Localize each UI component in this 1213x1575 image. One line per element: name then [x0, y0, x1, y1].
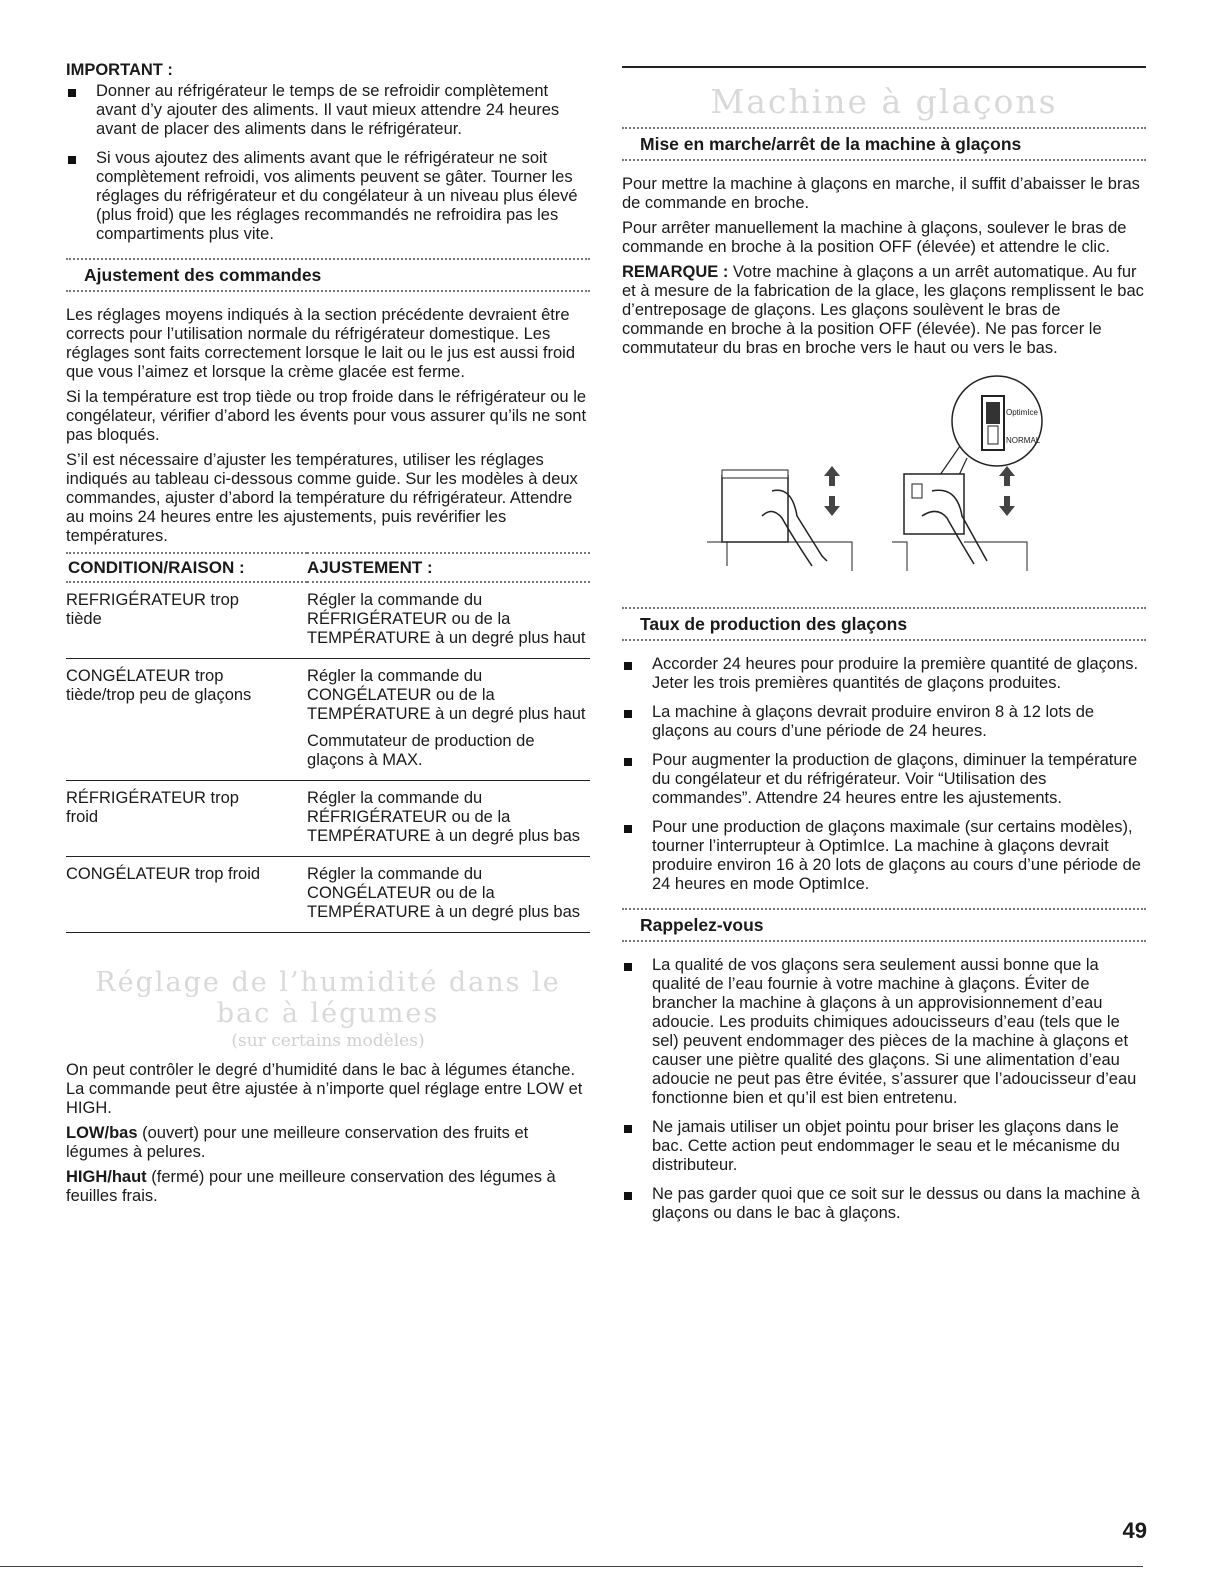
- table-cell-adjustment: [307, 659, 590, 781]
- list-item: Ne pas garder quoi que ce soit sur le dessus ou dans la machine à glaçons ou dans le bac à glaçons.: [622, 1185, 1146, 1223]
- adjustment-table: [66, 552, 590, 933]
- list-item: Si vous ajoutez des aliments avant que le réfrigérateur ne soit complètement refroidi, vos aliments peuvent se gâter. Tourner les réglages du réfrigérateur et du congélateur à un niveau plus élevé (plus froid) que les réglages recommandés ne refroidira pas les compartiments plus vite.: [66, 149, 590, 244]
- table-cell-condition: RÉFRIGÉRATEUR trop froid: [66, 781, 307, 857]
- important-list: [66, 82, 590, 244]
- list-item: La qualité de vos glaçons sera seulement aussi bonne que la qualité de l’eau fournie à votre machine à glaçons. Éviter de brancher la machine à glaçons à un approvisionnement d’eau adoucie. Les produits chimiques adoucisseurs d’eau (tels que le sel) peuvent endommager des pièces de la machine à glaçons et causer une piètre qualité des glaçons. Si une alimentation d’eau adoucie ne peut pas être évitée, s’assurer que l’adoucisseur d’eau fonctionne bien et qu’il est bien entretenu.: [622, 956, 1146, 1108]
- humidity-section: [66, 967, 590, 1206]
- table-cell-adjustment: Régler la commande du CONGÉLATEUR ou de la TEMPÉRATURE à un degré plus bas: [307, 857, 590, 933]
- table-cell-condition: CONGÉLATEUR trop froid: [66, 857, 307, 933]
- list-item: Accorder 24 heures pour produire la première quantité de glaçons. Jeter les trois premières quantités de glaçons produites.: [622, 655, 1146, 693]
- left-column: [66, 60, 590, 1212]
- paragraph: S’il est nécessaire d’ajuster les températures, utiliser les réglages indiqués au tableau ci-dessous comme guide. Sur les modèles à deux commandes, ajuster d’abord la température du réfrigérateur. Attendre au moins 24 heures entre les ajustements, puis revérifier les températures.: [66, 451, 578, 545]
- list-item: La machine à glaçons devrait produire environ 8 à 12 lots de glaçons au cours d’une période de 24 heures.: [622, 703, 1146, 741]
- rappelez-heading-box: [622, 908, 1146, 942]
- section-rule: [622, 66, 1146, 68]
- paragraph: On peut contrôler le degré d’humidité dans le bac à légumes étanche. La commande peut être ajustée à n’importe quel réglage entre LOW et HIGH.: [66, 1061, 583, 1117]
- humidity-title: Réglage de l’humidité dans le bac à légumes: [95, 967, 561, 1029]
- adjustment-text: Régler la commande du CONGÉLATEUR ou de la TEMPÉRATURE à un degré plus haut: [307, 667, 586, 723]
- bottom-rule: [0, 1566, 1143, 1567]
- list-item: Pour une production de glaçons maximale (sur certains modèles), tourner l’interrupteur à OptimIce. La machine à glaçons devrait produire environ 16 à 20 lots de glaçons au cours d’une période de 24 heures en mode OptimIce.: [622, 818, 1146, 894]
- divider: [622, 639, 1146, 641]
- important-title: IMPORTANT :: [66, 61, 173, 79]
- divider: [622, 159, 1146, 161]
- ice-maker-title: Machine à glaçons: [710, 82, 1058, 121]
- table-cell-adjustment: Régler la commande du RÉFRIGÉRATEUR ou de la TEMPÉRATURE à un degré plus haut: [307, 591, 586, 647]
- table-header-adjustment: AJUSTEMENT :: [307, 558, 433, 577]
- right-column: [622, 66, 1146, 1233]
- list-item: Pour augmenter la production de glaçons, diminuer la température du congélateur et du réfrigérateur. Voir “Utilisation des commandes”. Attendre 24 heures entre les ajustements.: [622, 751, 1146, 808]
- list-item: Ne jamais utiliser un objet pointu pour briser les glaçons dans le bac. Cette action peut endommager le seau et le mécanisme du distributeur.: [622, 1118, 1146, 1175]
- table-row: [66, 659, 590, 781]
- taux-heading: Taux de production des glaçons: [640, 614, 908, 634]
- table-row: [66, 582, 590, 659]
- high-paragraph: HIGH/haut (fermé) pour une meilleure conservation des légumes à feuilles frais.: [66, 1168, 556, 1205]
- rappelez-heading: Rappelez-vous: [640, 915, 764, 935]
- adjustment-extra: Commutateur de production de glaçons à MAX.: [307, 732, 535, 769]
- high-label: HIGH/haut: [66, 1168, 147, 1186]
- divider: [622, 940, 1146, 942]
- table-cell-adjustment: Régler la commande du RÉFRIGÉRATEUR ou de la TEMPÉRATURE à un degré plus bas: [307, 781, 590, 857]
- table-row: [66, 781, 590, 857]
- paragraph: Les réglages moyens indiqués à la section précédente devraient être corrects pour l’utilisation normale du réfrigérateur domestique. Les réglages sont faits correctement lorsque le lait ou le jus est aussi froid que vous l’aimez et lorsque la crème glacée est ferme.: [66, 306, 576, 381]
- paragraph: Pour mettre la machine à glaçons en marche, il suffit d’abaisser le bras de commande en broche.: [622, 175, 1140, 212]
- taux-heading-box: [622, 607, 1146, 641]
- rappelez-list: [622, 956, 1146, 1223]
- machine-heading-box: [622, 127, 1146, 161]
- ajustement-heading-box: [66, 258, 590, 292]
- ice-maker-diagram: [622, 366, 1146, 591]
- list-item: Donner au réfrigérateur le temps de se refroidir complètement avant d’y ajouter des aliments. Il vaut mieux attendre 24 heures avant de placer des aliments dans le réfrigérateur.: [66, 82, 590, 139]
- table-row: [66, 857, 590, 933]
- table-header-condition: CONDITION/RAISON :: [68, 558, 245, 577]
- divider: [66, 290, 590, 292]
- switch-label-bottom: NORMAL: [1006, 436, 1041, 445]
- humidity-subtitle: (sur certains modèles): [231, 1031, 425, 1051]
- page-number: 49: [1122, 1518, 1147, 1543]
- low-paragraph: LOW/bas (ouvert) pour une meilleure conservation des fruits et légumes à pelures.: [66, 1124, 529, 1161]
- table-cell-condition: REFRIGÉRATEUR trop tiède: [66, 591, 239, 628]
- switch-label-top: OptimIce: [1006, 408, 1039, 417]
- taux-list: [622, 655, 1146, 894]
- ajustement-heading: Ajustement des commandes: [84, 265, 322, 285]
- remarque-paragraph: REMARQUE : Votre machine à glaçons a un arrêt automatique. Au fur et à mesure de la fabrication de la glace, les glaçons remplissent le bac d’entreposage de glaçons. Les glaçons soulèvent le bras de commande en broche à la position OFF (élevée). Ne pas forcer le commutateur du bras en broche vers le haut ou vers le bas.: [622, 263, 1144, 357]
- low-label: LOW/bas: [66, 1124, 138, 1142]
- machine-heading: Mise en marche/arrêt de la machine à glaçons: [640, 134, 1022, 154]
- table-cell-condition: CONGÉLATEUR trop tiède/trop peu de glaçons: [66, 659, 307, 781]
- paragraph: Pour arrêter manuellement la machine à glaçons, soulever le bras de commande en broche à la position OFF (élevée) et attendre le clic.: [622, 219, 1127, 256]
- remarque-label: REMARQUE :: [622, 263, 729, 281]
- ice-maker-illustration: [622, 366, 1146, 591]
- paragraph: Si la température est trop tiède ou trop froide dans le réfrigérateur ou le congélateur, vérifier d’abord les évents pour vous assurer qu’ils ne sont pas bloqués.: [66, 388, 587, 444]
